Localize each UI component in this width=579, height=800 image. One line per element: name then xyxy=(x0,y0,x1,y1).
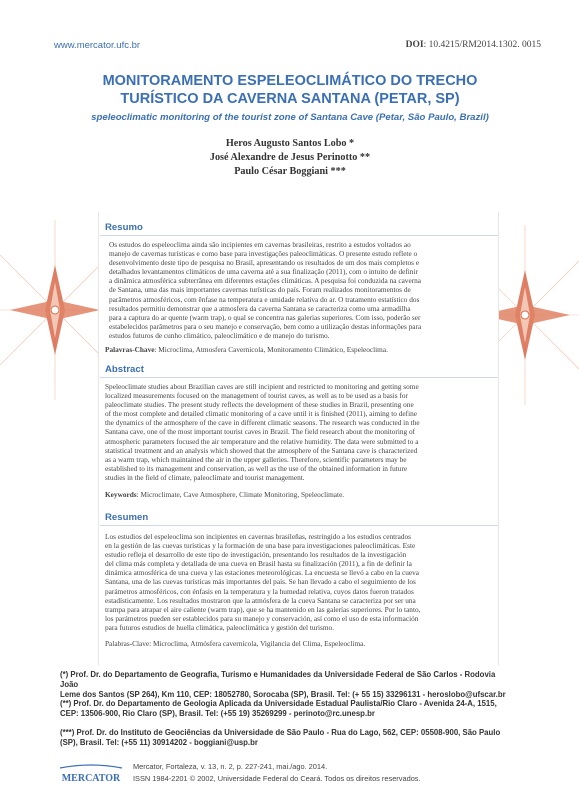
resumo-heading: Resumo xyxy=(105,222,143,233)
abstract-line: Speleoclimate studies about Brazilian caves are still incipient and restricted to monitoring and getting some xyxy=(105,382,419,391)
doi-value: : 10.4215/RM2014.1302. 0015 xyxy=(423,40,541,50)
doi-label xyxy=(406,40,541,50)
journal-citation: Mercator, Fortaleza, v. 13, n. 2, p. 227-241, mai./ago. 2014. xyxy=(133,762,328,771)
resumen-line: parámetros atmosféricos, con énfasis en la temperatura y la humedad relativa, cuyos datos fueron tratados xyxy=(105,586,414,596)
resumo-line: Os estudos do espeleoclima ainda são incipientes em cavernas brasileiras, restrito a estudos voltados ao xyxy=(109,240,411,249)
journal-issn: ISSN 1984-2201 © 2002, Universidade Federal do Ceará. Todos os direitos reservados. xyxy=(133,774,421,783)
abstract-line: established to its management and conservation, as well as the use of the obtained information in future xyxy=(105,463,408,473)
footnote-line: (***) Prof. Dr. do Instituto de Geociências da Universidade de São Paulo - Rua do Lago, 562, CEP: 05508-900, São Paulo xyxy=(60,728,501,737)
resumo-line: resultados permitiu demonstrar que a atmosfera da caverna Santana se caracteriza como uma armadilha xyxy=(109,303,411,313)
abstract-keywords xyxy=(105,490,493,499)
abstract-heading: Abstract xyxy=(105,364,144,375)
abstract-line: Santana cave, one of the most important tourist caves in Brazil. The field research about the monitoring of xyxy=(105,427,416,437)
abstract-line: of the most complete and detailed climatic monitoring of a cave until it is finished (2011), aiming to define xyxy=(105,409,417,419)
resumen-line: Santana, una de las cuevas turísticas más importantes del país. Se han llevado a cabo el seguimiento de los xyxy=(105,577,416,587)
english-subtitle: speleoclimatic monitoring of the tourist zone of Santana Cave (Petar, São Paulo, Brazil) xyxy=(91,112,489,123)
abstract-line: studies in the field of climate, paleoclimate and tourist management. xyxy=(105,472,305,482)
abstract-keywords-text: : Microclimate, Cave Atmosphere, Climate Monitoring, Speleoclimate. xyxy=(136,490,345,499)
resumen-text xyxy=(105,532,493,632)
resumo-keywords xyxy=(105,345,493,354)
resumo-line: para a captura do ar quente (warm trap), o qual se concentra nas galerias superiores. Com isso, poderão ser xyxy=(109,312,421,322)
title-line-2: TURÍSTICO DA CAVERNA SANTANA (PETAR, SP) xyxy=(120,91,460,107)
abstract-line: paleoclimate studies. The present study reflects the development of these studies in Brazil, presenting one xyxy=(105,400,414,410)
resumen-line: dinámica atmosférica de una cueva y las estaciones meteorológicas. La encuesta se llevó a cabo en la cueva xyxy=(105,568,420,578)
resumo-line: estabelecidos parâmetros para o seu manejo e conservação, bem como a utilização destas informações para xyxy=(109,321,422,331)
resumo-line: parâmetros atmosféricos, com ênfase na temperatura e umidade relativa do ar. O tratamento estatístico dos xyxy=(109,294,420,304)
resumo-line: de Santana, uma das mais importantes cavernas turísticas do país. Foram realizados monitoramentos de xyxy=(109,285,411,295)
resumo-text xyxy=(105,240,493,340)
journal-url-link[interactable]: www.mercator.ufc.br xyxy=(54,40,141,51)
author-2: José Alexandre de Jesus Perinotto ** xyxy=(209,152,371,163)
footnote-line: (SP), Brasil. Tel: (+55 11) 30914202 - boggiani@usp.br xyxy=(60,738,258,747)
footnote-author-3 xyxy=(60,728,515,748)
footnote-author-2 xyxy=(60,699,515,719)
resumen-heading: Resumen xyxy=(105,512,149,523)
mercator-logo-text: MERCATOR xyxy=(61,773,121,784)
abstract-keywords-label: Keywords xyxy=(105,490,137,499)
page-title xyxy=(40,72,540,108)
resumen-line: para futuros estudios de huella climática, paleoclimática y gestión del turismo. xyxy=(105,622,334,632)
mercator-logo xyxy=(58,764,124,786)
resumo-line: desenvolvimento deste tipo de pesquisa no Brasil, apresentando os resultados de um dos mais completos e xyxy=(109,258,420,268)
resumen-line: del clima más completa y detallada de una cueva en Brasil hasta su finalización (2011), a fin de definir la xyxy=(105,559,412,569)
footnote-line: (*) Prof. Dr. do Departamento de Geografia, Turismo e Humanidades da Universidade Federal de São Carlos - Rodovia João xyxy=(60,670,496,689)
resumen-line: en la gestión de las cuevas turísticas y la formación de una base para investigaciones paleoclimáticas. Este xyxy=(105,541,416,551)
abstract-line: as a warm trap, which maintained the air in the upper galleries. Therefore, scientific parameters may be xyxy=(105,454,407,464)
resumo-line: manejo de cavernas turísticas e como base para investigações paleoclimáticas. O presente estudo reflete o xyxy=(109,249,418,259)
resumen-line: estadísticamente. Los resultados mostraron que la atmósfera de la cueva Santana se caracteriza por ser una xyxy=(105,595,416,605)
resumo-line: a dinâmica atmosférica subterrânea em diferentes estações climáticas. A pesquisa foi conduzida na caverna xyxy=(109,276,422,286)
author-3: Paulo César Boggiani *** xyxy=(234,166,346,177)
resumo-line: detalhados levantamentos climáticos de uma caverna até a sua finalização (2011), com o intuito de definir xyxy=(109,267,418,277)
resumen-keywords: Palabras-Clave: Microclima, Atmósfera cavernícola, Vigilancia del Clima, Espeleoclima. xyxy=(105,639,366,648)
doi-label-text: DOI xyxy=(405,40,424,50)
footnote-line: CEP: 13506-900, Rio Claro (SP), Brasil. Tel: (+55 19) 35269299 - perinoto@rc.unesp.br xyxy=(60,709,375,718)
abstract-text xyxy=(105,382,493,482)
footnote-author-1 xyxy=(60,670,515,700)
resumo-keywords-text: : Microclima, Atmosfera Cavernícola, Monitoramento Climático, Espeleoclima. xyxy=(154,345,388,354)
resumo-divider xyxy=(100,235,498,236)
footnote-line: Leme dos Santos (SP 264), Km 110, CEP: 18052780, Sorocaba (SP), Brasil. Tel: (+ 55 15) 33296131 - heroslobo@ufscar.br xyxy=(60,690,506,699)
resumen-line: los parámetros pueden ser establecidos para su manejo y conservación, así como el uso de esta información xyxy=(105,613,419,623)
author-1: Heros Augusto Santos Lobo * xyxy=(225,138,355,149)
title-line-1: MONITORAMENTO ESPELEOCLIMÁTICO DO TRECHO xyxy=(102,73,478,89)
resumen-line: Los estudios del espeleoclima son incipientes en cavernas brasileñas, restringido a los estudios centrados xyxy=(105,532,411,541)
journal-info xyxy=(133,761,421,785)
abstract-line: atmospheric parameters focused the air temperature and the relative humidity. The data were submitted to a xyxy=(105,436,419,446)
abstract-line: localized measurements focused on the management of tourist caves, as well as to be used as a basis for xyxy=(105,391,408,401)
resumen-line: trampa para atrapar el aire caliente (warm trap), que se ha mantenido en las galerías superiores. Por lo tanto, xyxy=(105,604,421,614)
author-list xyxy=(100,137,480,179)
abstract-line: statistical treatment and an analysis which showed that the atmosphere of the Santana cave is characterized xyxy=(105,445,418,455)
resumen-line: estudio refleja el desarrollo de este tipo de investigación, presentando los resultados de la investigación xyxy=(105,550,407,560)
resumo-keywords-label: Palavras-Chave xyxy=(105,345,155,354)
abstract-divider xyxy=(100,377,498,378)
resumen-divider xyxy=(100,525,498,526)
resumo-line: estudos futuros de cunho climático, paleoclimático e de manejo do turismo. xyxy=(109,330,330,340)
abstract-line: the dynamics of the atmosphere of the cave in different climatic seasons. The research was conducted in the xyxy=(105,418,420,428)
footnote-line: (**) Prof. Dr. do Departamento de Geologia Aplicada da Universidade Estadual Paulista/Rio Claro - Avenida 24-A, 1515, xyxy=(60,699,497,708)
